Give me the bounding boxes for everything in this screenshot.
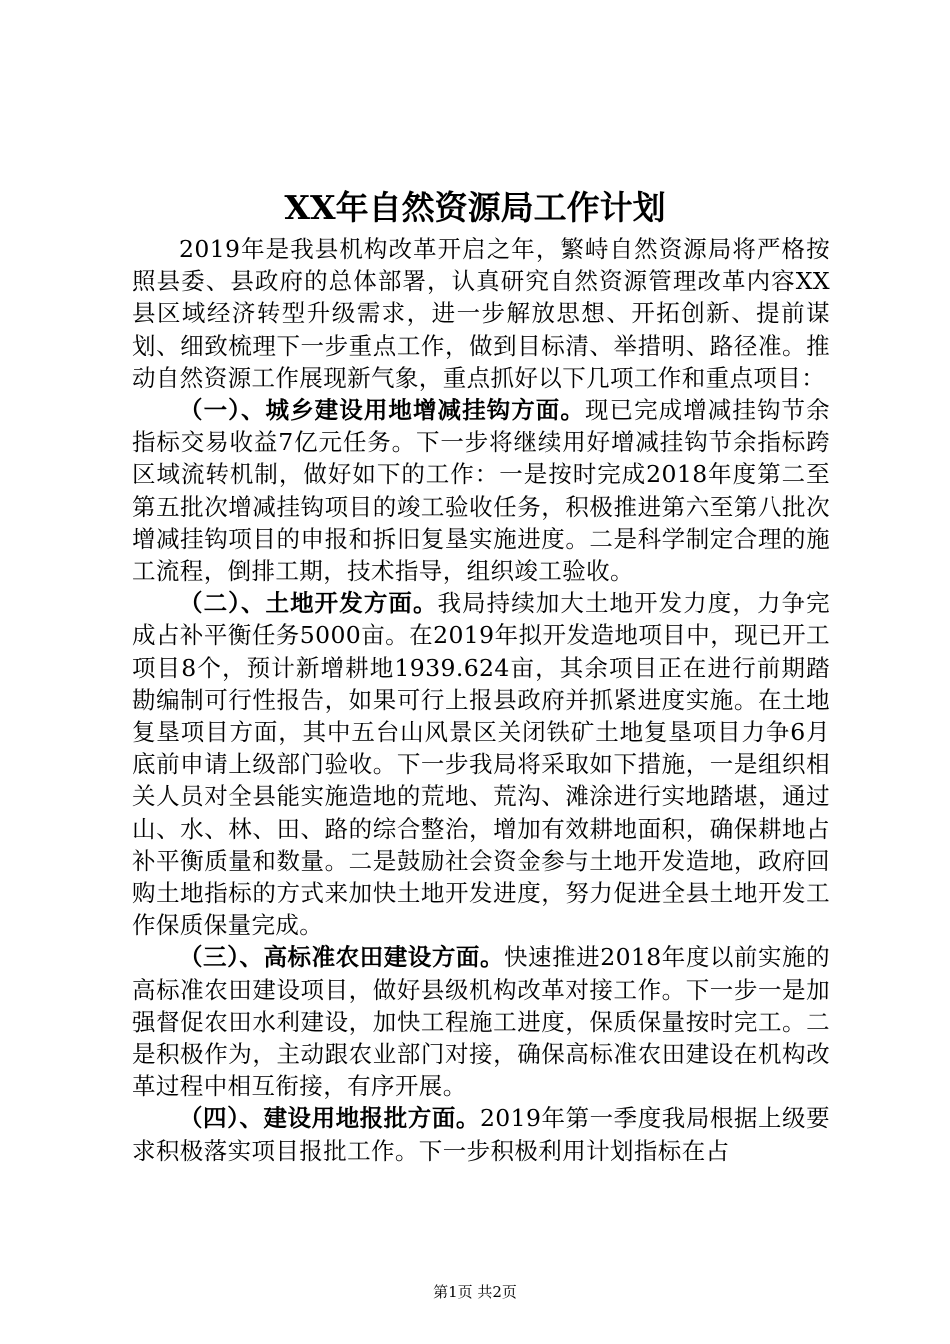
section-paragraph — [132, 587, 830, 941]
section-heading: （一）、城乡建设用地增减挂钩方面。 — [179, 396, 585, 425]
section-text: 2019年第一季度我局根据上级要求积极落实项目报批工作。下一步积极利用计划指标在占 — [132, 1104, 830, 1165]
section-text: 现已完成增减挂钩节余指标交易收益7亿元任务。下一步将继续用好增减挂钩节余指标跨区域流转机制，做好如下的工作：一是按时完成2018年度第二至第五批次增减挂钩项目的竣工验收任务，积极推进第六至第八批次增减挂钩项目的申报和拆旧复垦实施进度。二是科学制定合理的施工流程，倒排工期，技术指导，组织竣工验收。 — [132, 396, 830, 586]
intro-paragraph: 2019年是我县机构改革开启之年，繁峙自然资源局将严格按照县委、县政府的总体部署，认真研究自然资源管理改革内容XX县区域经济转型升级需求，进一步解放思想、开拓创新、提前谋划、细致梳理下一步重点工作，做到目标清、举措明、路径准。推动自然资源工作展现新气象，重点抓好以下几项工作和重点项目： — [132, 235, 830, 392]
section-heading: （四）、建设用地报批方面。 — [179, 1104, 480, 1133]
section-paragraph — [132, 394, 830, 587]
page-title: XX年自然资源局工作计划 — [284, 188, 666, 227]
section-paragraph — [132, 941, 830, 1102]
section-text: 快速推进2018年度以前实施的高标准农田建设项目，做好县级机构改革对接工作。下一步一是加强督促农田水利建设，加快工程施工进度，保质保量按时完工。二是积极作为，主动跟农业部门对接，确保高标准农田建设在机构改革过程中相互衔接，有序开展。 — [132, 943, 830, 1101]
document-body — [132, 233, 830, 1167]
section-text: 我局持续加大土地开发力度，力争完成占补平衡任务5000亩。在2019年拟开发造地项目中，现已开工项目8个，预计新增耕地1939.624亩，其余项目正在进行前期踏勘编制可行性报告，如果可行上报县政府并抓紧进度实施。在土地复垦项目方面，其中五台山风景区关闭铁矿土地复垦项目力争6月底前申请上级部门验收。下一步我局将采取如下措施，一是组织相关人员对全县能实施造地的荒地、荒沟、滩涂进行实地踏堪，通过山、水、林、田、路的综合整治，增加有效耕地面积，确保耕地占补平衡质量和数量。二是鼓励社会资金参与土地开发造地，政府回购土地指标的方式来加快土地开发进度，努力促进全县土地开发工作保质保量完成。 — [132, 589, 830, 940]
section-heading: （三）、高标准农田建设方面。 — [179, 943, 504, 972]
page-footer: 第1页 共2页 — [433, 1283, 517, 1301]
section-paragraph — [132, 1102, 830, 1166]
section-heading: （二）、土地开发方面。 — [179, 589, 438, 618]
